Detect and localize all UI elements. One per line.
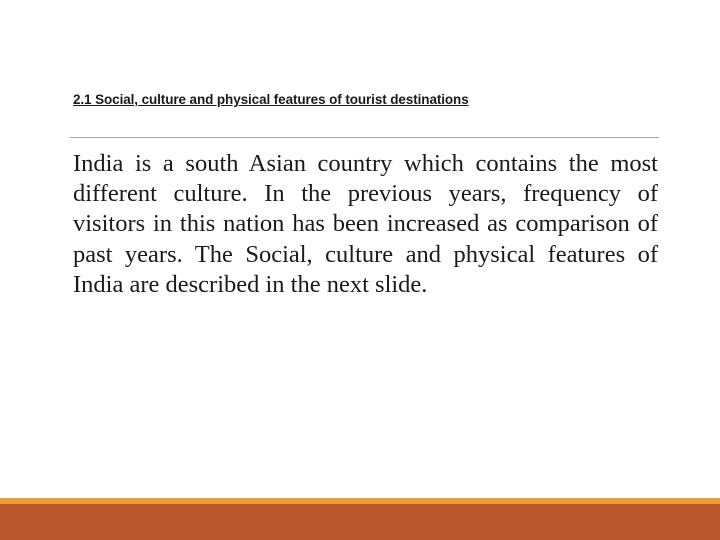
footer-bar (0, 504, 720, 540)
slide-heading: 2.1 Social, culture and physical features of tourist destinations (73, 92, 469, 107)
slide-body-text: India is a south Asian country which contains the most different culture. In the previous years, frequency of visitors in this nation has been increased as comparison of past years. The Social, culture and physical features of India are described in the next slide. (73, 150, 658, 298)
divider-line (70, 137, 659, 138)
